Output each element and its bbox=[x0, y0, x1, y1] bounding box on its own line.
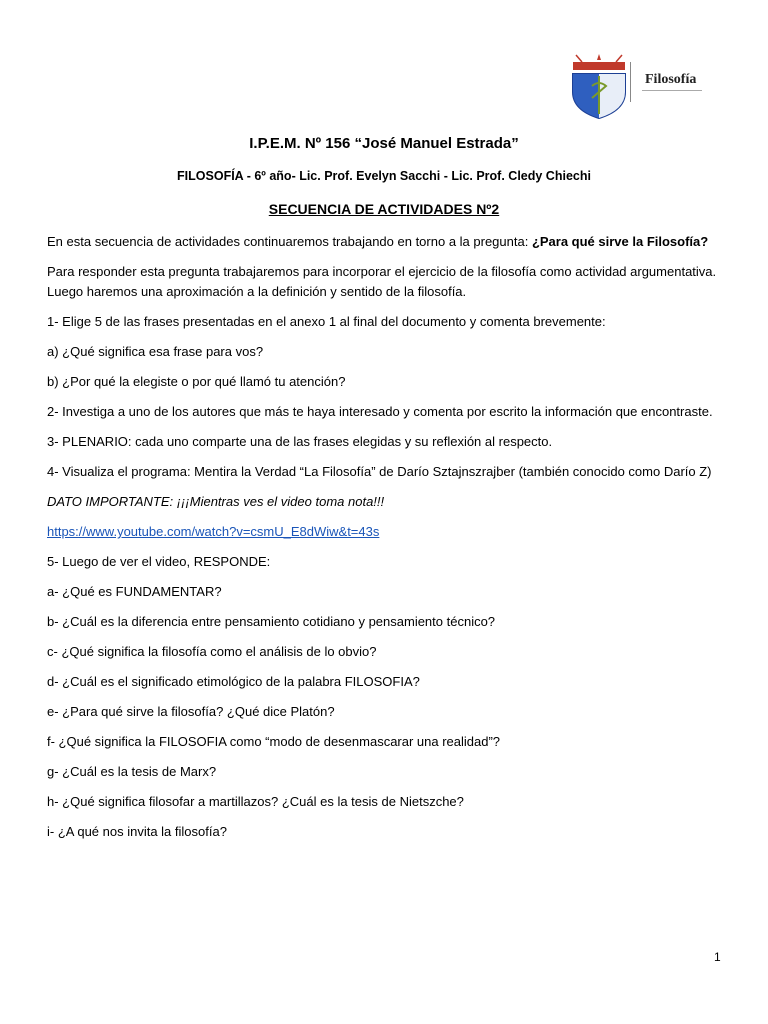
dato-importante: DATO IMPORTANTE: ¡¡¡Mientras ves el video toma nota!!! bbox=[47, 494, 385, 509]
question-h: h- ¿Qué significa filosofar a martillazos? ¿Cuál es la tesis de Nietszche? bbox=[47, 794, 464, 809]
school-title: I.P.E.M. Nº 156 “José Manuel Estrada” bbox=[249, 135, 519, 152]
item-3: 3- PLENARIO: cada uno comparte una de las frases elegidas y su reflexión al respecto. bbox=[47, 434, 553, 449]
question-a: a- ¿Qué es FUNDAMENTAR? bbox=[47, 584, 222, 599]
course-subtitle: FILOSOFÍA - 6º año- Lic. Prof. Evelyn Sacchi - Lic. Prof. Cledy Chiechi bbox=[177, 169, 591, 183]
intro-question: ¿Para qué sirve la Filosofía? bbox=[531, 234, 709, 249]
document-body bbox=[47, 232, 727, 852]
question-i: i- ¿A qué nos invita la filosofía? bbox=[47, 824, 227, 839]
section-title: SECUENCIA DE ACTIVIDADES Nº2 bbox=[268, 201, 500, 217]
question-g: g- ¿Cuál es la tesis de Marx? bbox=[47, 764, 217, 779]
youtube-link[interactable]: https://www.youtube.com/watch?v=csmU_E8dWiw&t=43s bbox=[47, 524, 380, 539]
question-d: d- ¿Cuál es el significado etimológico de la palabra FILOSOFIA? bbox=[47, 674, 420, 689]
item-5: 5- Luego de ver el video, RESPONDE: bbox=[47, 554, 271, 569]
question-c: c- ¿Qué significa la filosofía como el análisis de lo obvio? bbox=[47, 644, 377, 659]
question-b: b- ¿Cuál es la diferencia entre pensamiento cotidiano y pensamiento técnico? bbox=[47, 614, 496, 629]
item-4: 4- Visualiza el programa: Mentira la Verdad “La Filosofía” de Darío Sztajnszrajber (también conocido como Darío Z) bbox=[47, 464, 712, 479]
paragraph-2: Para responder esta pregunta trabajaremos para incorporar el ejercicio de la filosofía como actividad argumentativa. Luego haremos una aproximación a la definición y sentido de la filosofía. bbox=[47, 264, 717, 299]
logo bbox=[570, 52, 708, 122]
question-f: f- ¿Qué significa la FILOSOFIA como “modo de desenmascarar una realidad”? bbox=[47, 734, 501, 749]
item-1: 1- Elige 5 de las frases presentadas en el anexo 1 al final del documento y comenta brevemente: bbox=[47, 314, 606, 329]
item-1b: b) ¿Por qué la elegiste o por qué llamó tu atención? bbox=[47, 374, 346, 389]
item-2: 2- Investiga a uno de los autores que más te haya interesado y comenta por escrito la información que encontraste. bbox=[47, 404, 713, 419]
intro-text: En esta secuencia de actividades continuaremos trabajando en torno a la pregunta: bbox=[47, 234, 532, 249]
question-e: e- ¿Para qué sirve la filosofía? ¿Qué dice Platón? bbox=[47, 704, 335, 719]
page-number: 1 bbox=[714, 950, 721, 964]
item-1a: a) ¿Qué significa esa frase para vos? bbox=[47, 344, 264, 359]
logo-label: Filosofía bbox=[645, 72, 697, 87]
intro-paragraph bbox=[47, 232, 727, 252]
